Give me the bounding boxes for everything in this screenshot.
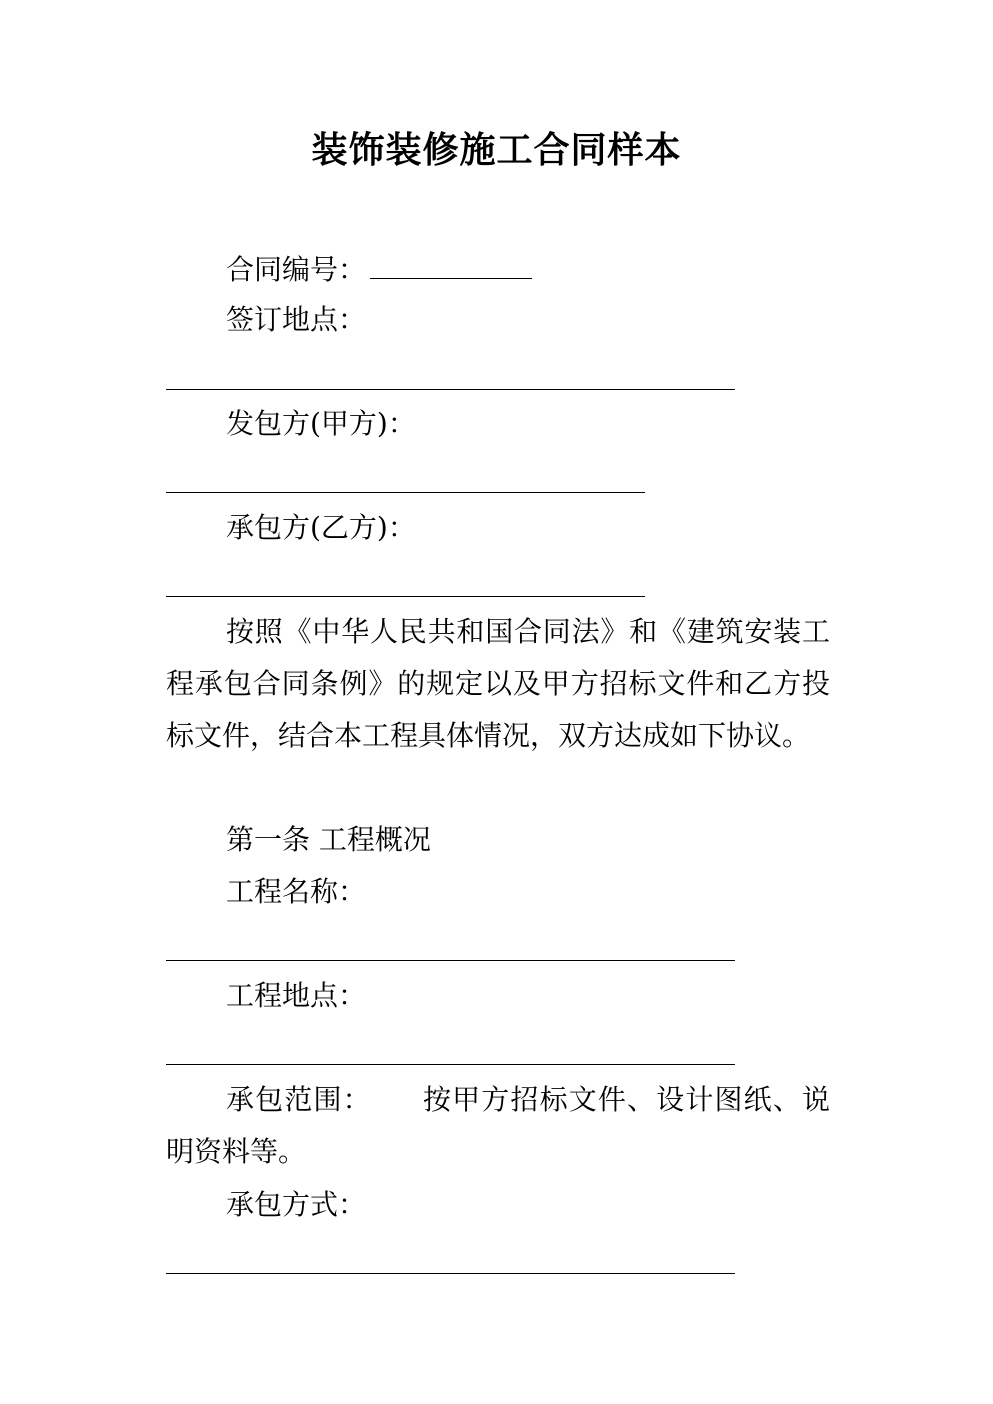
project-site-label: 工程地点：	[226, 979, 367, 1012]
party-b-blank-line	[166, 596, 645, 597]
scope-label: 承包范围：	[226, 1083, 372, 1116]
contract-number-blank	[370, 250, 532, 279]
project-name-blank-line	[166, 960, 735, 961]
sign-place-blank-line	[166, 389, 735, 390]
project-site-blank-line	[166, 1064, 735, 1065]
contract-method-label: 承包方式：	[226, 1188, 367, 1221]
project-name-label: 工程名称：	[226, 875, 367, 908]
contract-number-row	[226, 250, 532, 288]
preamble-paragraph: 按照《中华人民共和国合同法》和《建筑安装工程承包合同条例》的规定以及甲方招标文件和乙方投标文件，结合本工程具体情况，双方达成如下协议。	[166, 615, 830, 752]
party-b-label: 承包方(乙方)：	[226, 511, 416, 544]
party-a-label: 发包方(甲方)：	[226, 407, 416, 440]
document-title: 装饰装修施工合同样本	[311, 130, 682, 171]
contract-method-blank-line	[166, 1273, 735, 1274]
article-1-heading: 第一条 工程概况	[226, 823, 431, 856]
party-a-blank-line	[166, 492, 645, 493]
scope-text: 按甲方招标文件、设计图纸、说明资料等。	[166, 1083, 830, 1168]
contract-number-label: 合同编号：	[226, 253, 367, 286]
scope-paragraph	[166, 1074, 830, 1178]
sign-place-label: 签订地点：	[226, 303, 367, 336]
